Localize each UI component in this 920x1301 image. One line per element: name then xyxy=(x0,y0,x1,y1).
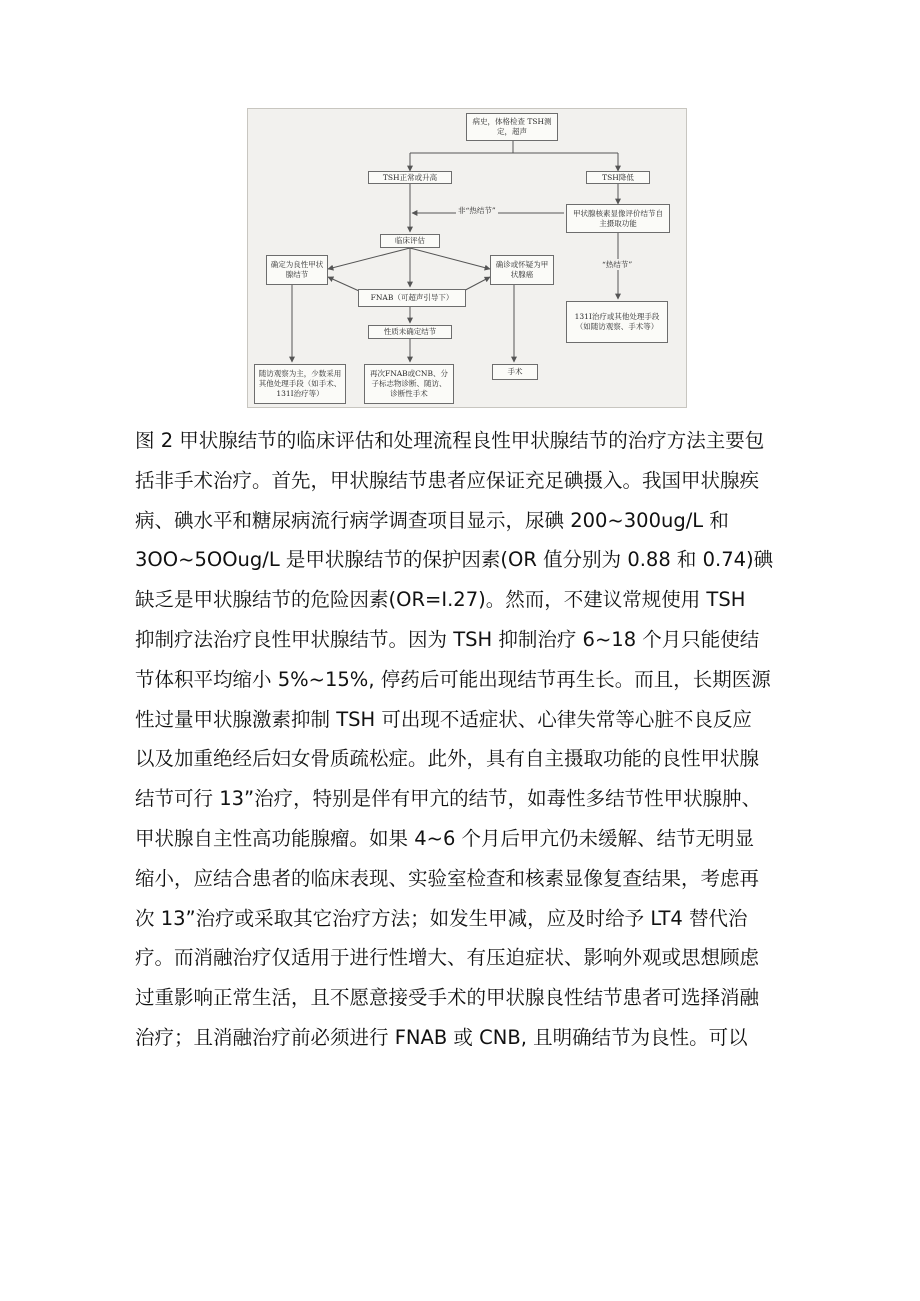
text-line: 抑制疗法治疗良性甲状腺结节。因为 TSH 抑制治疗 6~18 个月只能使结 xyxy=(135,627,760,651)
label-non-hot: 非“热结节” xyxy=(458,206,496,215)
node-benign-confirmed: 确定为良性甲状腺结节 xyxy=(266,255,328,285)
node-fnab: FNAB（可超声引导下） xyxy=(358,289,466,307)
node-iodine: 131I治疗或其他处理手段（如随访观察、手术等） xyxy=(566,301,668,343)
node-malignant: 确诊或怀疑为甲状腺癌 xyxy=(490,255,554,285)
text-line: 缩小，应结合患者的临床表现、实验室检查和核素显像复查结果，考虑再 xyxy=(135,866,760,890)
node-followup: 随访观察为主，少数采用其他处理手段（如手术、131I治疗等） xyxy=(254,364,346,404)
text-line: 治疗；且消融治疗前必须进行 FNAB 或 CNB, 且明确结节为良性。可以 xyxy=(135,1025,748,1049)
node-tsh-normal: TSH正常或升高 xyxy=(368,171,452,184)
text-line: 结节可行 13”治疗，特别是伴有甲亢的结节，如毒性多结节性甲状腺肿、 xyxy=(135,787,762,811)
text-line: 括非手术治疗。首先，甲状腺结节患者应保证充足碘摄入。我国甲状腺疾 xyxy=(135,468,760,492)
label-hot: “热结节” xyxy=(602,260,633,269)
flowchart-figure xyxy=(247,108,687,408)
text-line: 3OO~5OOug/L 是甲状腺结节的保护因素(OR 值分别为 0.88 和 0.74)碘 xyxy=(135,548,774,572)
text-line: 病、碘水平和糖尿病流行病学调查项目显示，尿碘 200~300ug/L 和 xyxy=(135,508,729,532)
text-line: 图 2 甲状腺结节的临床评估和处理流程良性甲状腺结节的治疗方法主要包 xyxy=(135,429,765,452)
body-paragraph xyxy=(135,421,785,1058)
node-scan: 甲状腺核素显像评价结节自主摄取功能 xyxy=(566,204,670,233)
text-line: 缺乏是甲状腺结节的危险因素(OR=I.27)。然而，不建议常规使用 TSH xyxy=(135,588,746,612)
text-line: 疗。而消融治疗仅适用于进行性增大、有压迫症状、影响外观或思想顾虑 xyxy=(135,946,760,970)
text-line: 以及加重绝经后妇女骨质疏松症。此外，具有自主摄取功能的良性甲状腺 xyxy=(135,747,760,771)
node-surgery: 手术 xyxy=(492,364,538,380)
node-repeat: 再次FNAB或CNB、分子标志物诊断、随访、诊断性手术 xyxy=(364,364,454,404)
node-tsh-low: TSH降低 xyxy=(586,171,650,184)
text-line: 甲状腺自主性高功能腺瘤。如果 4~6 个月后甲亢仍未缓解、结节无明显 xyxy=(135,826,755,850)
text-line: 节体积平均缩小 5%~15%, 停药后可能出现结节再生长。而且，长期医源 xyxy=(135,667,771,691)
text-line: 性过量甲状腺激素抑制 TSH 可出现不适症状、心律失常等心脏不良反应 xyxy=(135,707,752,731)
node-uncertain: 性质未确定结节 xyxy=(368,325,452,339)
text-line: 过重影响正常生活，且不愿意接受手术的甲状腺良性结节患者可选择消融 xyxy=(135,986,760,1010)
text-line: 次 13”治疗或采取其它治疗方法；如发生甲减，应及时给予 LT4 替代治 xyxy=(135,906,748,930)
node-history: 病史，体格检查 TSH测定，超声 xyxy=(466,113,558,141)
node-clinical: 临床评估 xyxy=(380,234,440,248)
